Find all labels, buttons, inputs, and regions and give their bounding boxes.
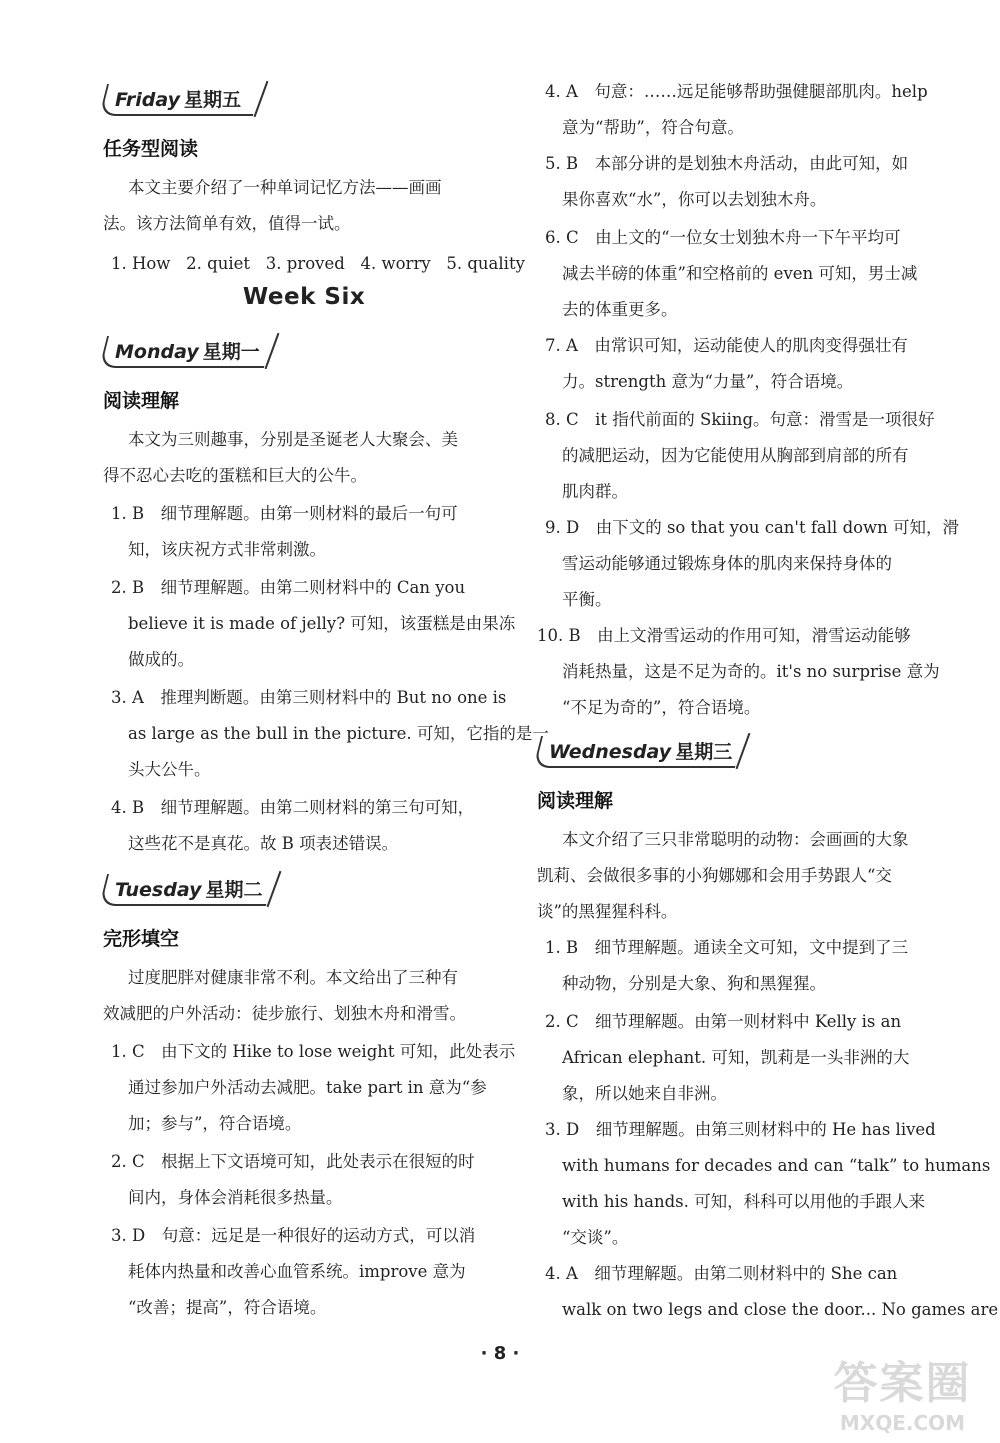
answer-line: “改善；提高”，符合语境。 — [128, 1298, 327, 1317]
answer-line: with his hands. 可知，科科可以用他的手跟人来 — [562, 1192, 926, 1211]
answer-line: 意为“帮助”，符合句意。 — [562, 118, 744, 137]
answer-line: walk on two legs and close the door... No games are — [562, 1300, 999, 1319]
answer-line: 7. A 由常识可知，运动能使人的肌肉变得强壮有 — [545, 336, 908, 355]
watermark-line1: 答案圈 — [833, 1358, 972, 1409]
answer-line: 8. C it 指代前面的 Skiing。句意：滑雪是一项很好 — [545, 410, 935, 429]
answer-line: 种动物，分别是大象、狗和黑猩猩。 — [562, 974, 826, 993]
tuesday-cn-label: 星期二 — [205, 879, 263, 901]
paragraph-line: 凯莉、会做很多事的小狗娜娜和会用手势跟人“交 — [537, 866, 892, 885]
answer-line: 2. C 根据上下文语境可知，此处表示在很短的时 — [111, 1152, 475, 1171]
answer-line: 这些花不是真花。故 B 项表述错误。 — [128, 834, 399, 853]
answer-line: 肌肉群。 — [562, 482, 628, 501]
answer-line: 10. B 由上文滑雪运动的作用可知，滑雪运动能够 — [537, 626, 911, 645]
answer-line: 2. B 细节理解题。由第二则材料中的 Can you — [111, 578, 466, 597]
answer-line: 间内，身体会消耗很多热量。 — [128, 1188, 343, 1207]
answer-line: with humans for decades and can “talk” to humans — [562, 1156, 991, 1175]
answer-line: 消耗热量，这是不足为奇的。it's no surprise 意为 — [562, 662, 940, 681]
section-title-task-reading: 任务型阅读 — [103, 138, 199, 160]
answer-line: “交谈”。 — [562, 1228, 629, 1247]
answer-line: 3. D 句意：远足是一种很好的运动方式，可以消 — [111, 1226, 476, 1245]
paragraph-line: 效减肥的户外活动：徒步旅行、划独木舟和滑雪。 — [103, 1004, 466, 1023]
friday-en-label: Friday — [115, 89, 180, 111]
paragraph-line: 过度肥胖对健康非常不利。本文给出了三种有 — [128, 968, 458, 987]
answer-line: “不足为奇的”，符合语境。 — [562, 698, 761, 717]
answer-line: 3. A 推理判断题。由第三则材料中的 But no one is — [111, 688, 507, 707]
paragraph-line: 本文主要介绍了一种单词记忆方法——画画 — [128, 178, 442, 197]
answer-line: 象，所以她来自非洲。 — [562, 1084, 727, 1103]
answer-line: believe it is made of jelly? 可知，该蛋糕是由果冻 — [128, 614, 516, 633]
answer-line: 雪运动能够通过锻炼身体的肌肉来保持身体的 — [562, 554, 892, 573]
answer-line: as large as the bull in the picture. 可知，它指的是一 — [128, 724, 549, 743]
answer-line: 1. C 由下文的 Hike to lose weight 可知，此处表示 — [111, 1042, 516, 1061]
paragraph-line: 法。该方法简单有效，值得一试。 — [103, 214, 351, 233]
week-title: Week Six — [242, 284, 366, 310]
answer-line: 2. C 细节理解题。由第一则材料中 Kelly is an — [545, 1012, 902, 1031]
section-title-cloze: 完形填空 — [103, 928, 180, 950]
monday-cn-label: 星期一 — [202, 341, 260, 363]
answer-line: 平衡。 — [562, 590, 612, 609]
answer-line: 耗体内热量和改善心血管系统。improve 意为 — [128, 1262, 466, 1281]
answer-line: 果你喜欢“水”，你可以去划独木舟。 — [562, 190, 827, 209]
friday-cn-label: 星期五 — [184, 89, 242, 111]
section-title-reading: 阅读理解 — [103, 390, 180, 412]
paragraph-line: 谈”的黑猩猩科科。 — [537, 902, 678, 921]
answer-line: 3. D 细节理解题。由第三则材料中的 He has lived — [545, 1120, 936, 1139]
wednesday-en-label: Wednesday — [549, 741, 672, 763]
monday-en-label: Monday — [115, 341, 199, 363]
answer-line: 6. C 由上文的“一位女士划独木舟一下午平均可 — [545, 228, 901, 247]
answer-line: 减去半磅的体重”和空格前的 even 可知，男士减 — [562, 264, 918, 283]
answer-line: 4. B 细节理解题。由第二则材料的第三句可知， — [111, 798, 475, 817]
answer-line: 的减肥运动，因为它能使用从胸部到肩部的所有 — [562, 446, 909, 465]
answer-line: 做成的。 — [128, 650, 194, 669]
wednesday-cn-label: 星期三 — [675, 741, 733, 763]
answer-line: 通过参加户外活动去减肥。take part in 意为“参 — [128, 1078, 487, 1097]
watermark-line2: MXQE.COM — [839, 1411, 966, 1435]
answer-line: 去的体重更多。 — [562, 300, 678, 319]
answer-line: 头大公牛。 — [128, 760, 211, 779]
answer-line: 1. How 2. quiet 3. proved 4. worry 5. quality — [111, 254, 525, 273]
answer-line: 1. B 细节理解题。通读全文可知，文中提到了三 — [545, 938, 909, 957]
answer-line: 加；参与”，符合语境。 — [128, 1114, 302, 1133]
answer-line: 知，该庆祝方式非常刺激。 — [128, 540, 326, 559]
answer-line: African elephant. 可知，凯莉是一头非洲的大 — [562, 1048, 910, 1067]
answer-line: 9. D 由下文的 so that you can't fall down 可知，滑 — [545, 518, 960, 537]
answer-line: 1. B 细节理解题。由第一则材料的最后一句可 — [111, 504, 458, 523]
answer-line: 4. A 细节理解题。由第二则材料中的 She can — [545, 1264, 898, 1283]
tuesday-en-label: Tuesday — [115, 879, 202, 901]
page-number: · 8 · — [480, 1343, 520, 1364]
answer-line: 力。strength 意为“力量”，符合语境。 — [562, 372, 854, 391]
section-title-reading: 阅读理解 — [537, 790, 614, 812]
paragraph-line: 本文为三则趣事，分别是圣诞老人大聚会、美 — [128, 430, 458, 449]
answer-line: 5. B 本部分讲的是划独木舟活动，由此可知，如 — [545, 154, 909, 173]
paragraph-line: 本文介绍了三只非常聪明的动物：会画画的大象 — [562, 830, 909, 849]
paragraph-line: 得不忍心去吃的蛋糕和巨大的公牛。 — [103, 466, 367, 485]
answer-line: 4. A 句意：……远足能够帮助强健腿部肌肉。help — [545, 82, 928, 101]
watermark-logo — [815, 1347, 990, 1437]
